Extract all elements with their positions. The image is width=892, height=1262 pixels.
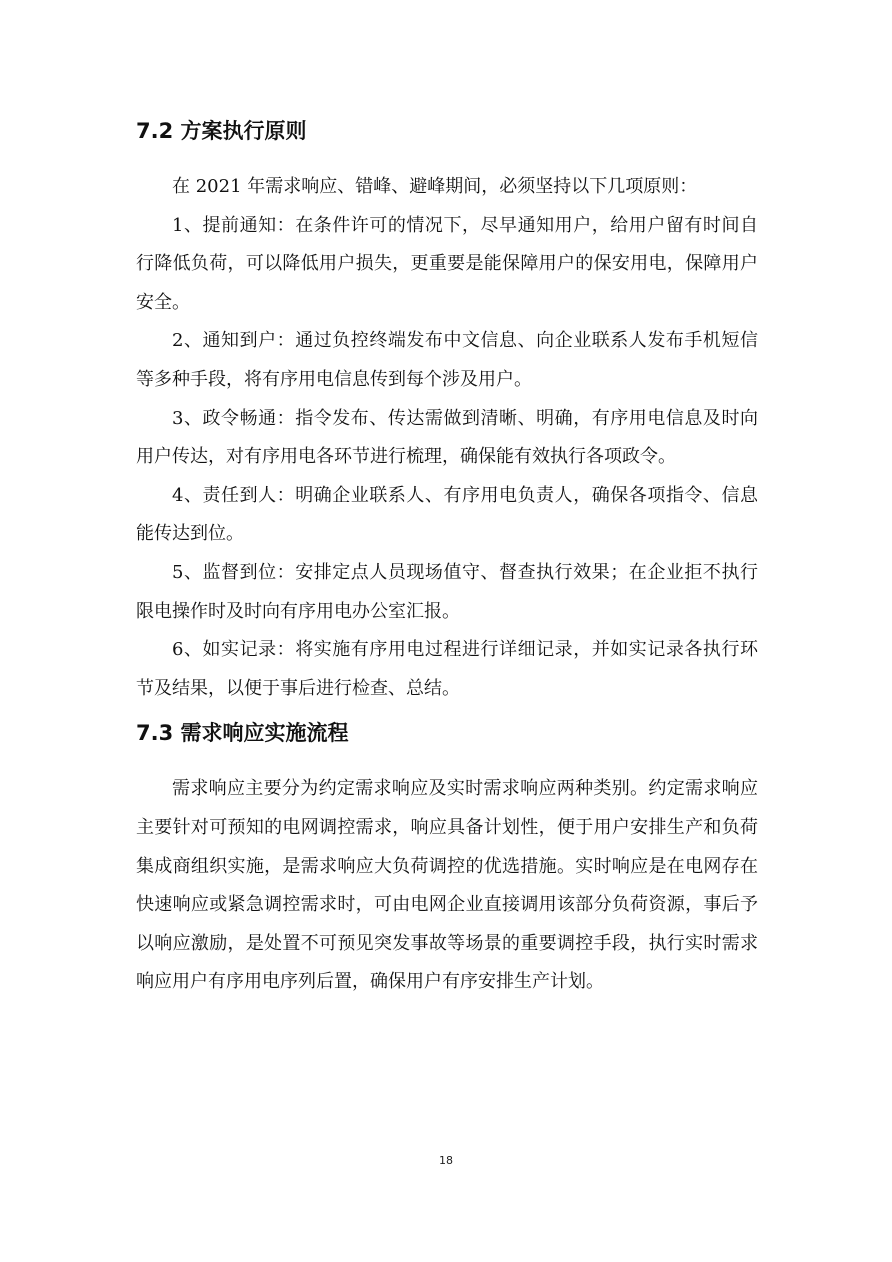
- paragraph-principle-2: 2、通知到户：通过负控终端发布中文信息、向企业联系人发布手机短信等多种手段，将有序用电信息传到每个涉及用户。: [136, 330, 758, 390]
- paragraph-demand-response: 需求响应主要分为约定需求响应及实时需求响应两种类别。约定需求响应主要针对可预知的电网调控需求，响应具备计划性，便于用户安排生产和负荷集成商组织实施，是需求响应大负荷调控的优选措施。实时响应是在电网存在快速响应或紧急调控需求时，可由电网企业直接调用该部分负荷资源，事后予以响应激励，是处置不可预见突发事故等场景的重要调控手段，执行实时需求响应用户有序用电序列后置，确保用户有序安排生产计划。: [136, 778, 758, 993]
- paragraph-principle-4: 4、责任到人：明确企业联系人、有序用电负责人，确保各项指令、信息能传达到位。: [136, 484, 758, 545]
- paragraph-principle-3: 3、政令畅通：指令发布、传达需做到清晰、明确，有序用电信息及时向用户传达，对有序用电各环节进行梳理，确保能有效执行各项政令。: [136, 407, 758, 468]
- section-heading-7-3: 7.3 需求响应实施流程: [136, 721, 349, 746]
- paragraph-principle-6: 6、如实记录：将实施有序用电过程进行详细记录，并如实记录各执行环节及结果，以便于事后进行检查、总结。: [136, 639, 758, 699]
- paragraph-intro: 在 2021 年需求响应、错峰、避峰期间，必须坚持以下几项原则：: [172, 176, 698, 197]
- section-heading-7-2: 7.2 方案执行原则: [136, 119, 307, 143]
- paragraph-principle-1: 1、提前通知：在条件许可的情况下，尽早通知用户，给用户留有时间自行降低负荷，可以降低用户损失，更重要是能保障用户的保安用电，保障用户安全。: [136, 214, 758, 313]
- page-content: [136, 112, 758, 1002]
- page-number: 18: [439, 1154, 453, 1167]
- paragraph-principle-5: 5、监督到位：安排定点人员现场值守、督查执行效果；在企业拒不执行限电操作时及时向有序用电办公室汇报。: [136, 561, 758, 622]
